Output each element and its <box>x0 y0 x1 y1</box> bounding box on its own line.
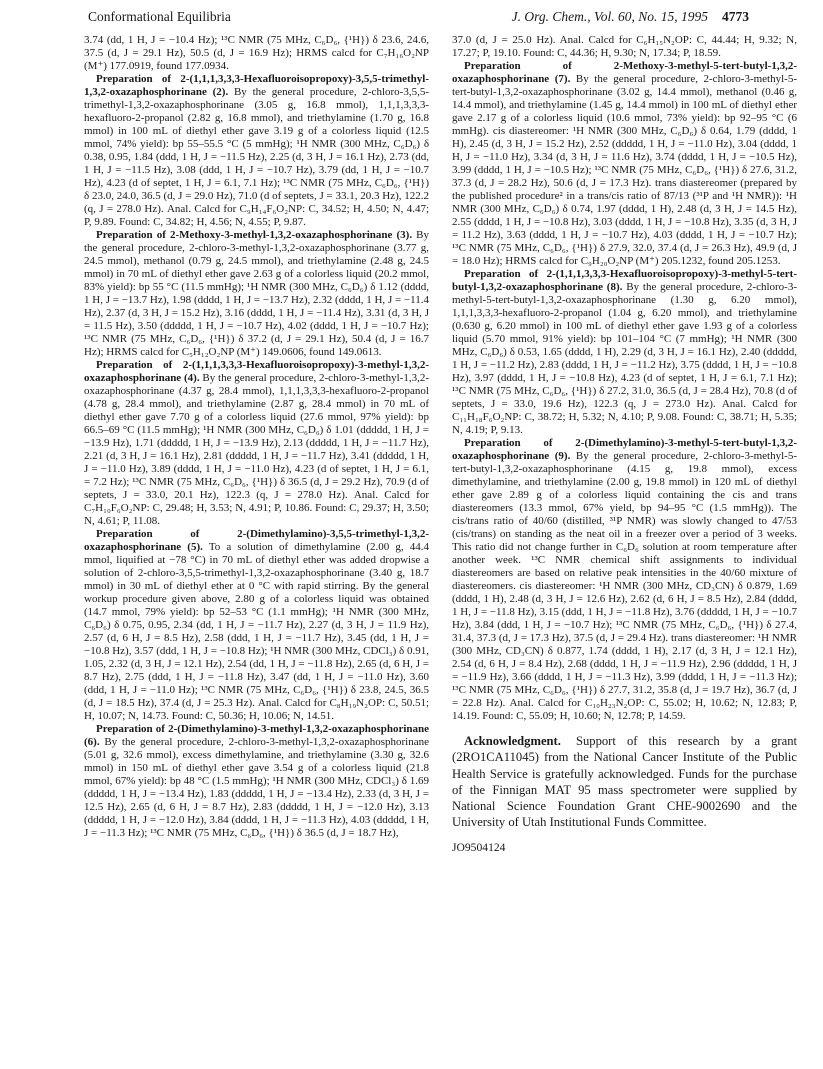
paragraph-heading: Preparation of 2-(1,1,1,3,3,3-Hexafluoroisopropoxy)-3-methyl-5-tert-butyl-1,3,2-oxazaphosphorinane (8). <box>452 268 797 293</box>
running-header-journal <box>512 9 749 25</box>
paragraph-heading: Preparation of 2-(Dimethylamino)-3,5,5-trimethyl-1,3,2-oxazaphosphorinane (5). <box>84 528 429 553</box>
paragraph <box>84 229 429 359</box>
paragraph-heading: Preparation of 2-Methoxy-3-methyl-1,3,2-oxazaphosphorinane (3). <box>96 229 413 241</box>
paragraph-heading: Preparation of 2-Methoxy-3-methyl-5-tert-butyl-1,3,2-oxazaphosphorinane (7). <box>452 60 797 85</box>
paragraph-text: By the general procedure, 2-chloro-3,5,5-trimethyl-1,3,2-oxazaphosphorinane (3.05 g, 16.8 mmol), 1,1,1,3,3,3-hexafluoro-2-propanol (2.82 g, 16.8 mmol), and triethylamine (1.70 g, 16.8 mmol) in 100 mL of diethyl ether gave 3.19 g of a colorless liquid (12.5 mmol, 74% yield): bp 55–55.5 °C (5 mmHg); ¹H NMR (300 MHz, C₆D₆) δ 0.38, 0.95, 1.84 (ddd, 1 H, J = −11.5 Hz), 2.25 (d, 3 H, J = 16.1 Hz), 2.73 (dd, 1 H, J = −11.5 Hz), 3.08 (ddd, 1 H, J = −10.7 Hz), 3.79 (dd, 1 H, J = −10.7 Hz), 4.23 (d of septet, 1 H, J = 6.1, 7.1 Hz); ¹³C NMR (75 MHz, C₆D₆, {¹H}) δ 23.0, 24.0, 36.5 (d, J = 29.0 Hz), 71.0 (d of septets, J = 33.1, 20.3 Hz), 122.2 (q, J = 278.0 Hz). Anal. Calcd for C₉H₁₄F₆O₂NP: C, 34.52; H, 4.50; N, 4.47; P, 9.89. Found: C, 34.82; H, 4.56; N, 4.55; P, 9.87. <box>84 86 429 228</box>
page-number: 4773 <box>722 9 749 24</box>
paragraph <box>452 34 797 60</box>
paragraph-text: By the general procedure, 2-chloro-3-methyl-5-tert-butyl-1,3,2-oxazaphosphorinane (4.15 g, 19.8 mmol), excess dimethylamine, and triethylamine (2.00 g, 19.8 mmol) in 120 mL of diethyl ether gave 2.89 g of a colorless liquid containing the cis and trans diastereomers (13.3 mmol, 67% yield, bp 94–95 °C (1.5 mmHg)). The cis/trans ratio of 40/60 (distilled, ³¹P NMR) was slowly changed to 47/53 (cis/trans) on standing as the neat oil in a freezer over a period of 3 weeks. This ratio did not change further in C₆D₆ solution at room temperature after another week. ¹³C NMR chemical shift assignments to individual diastereomers are based on relative peak intensities in the 40/60 mixture of diastereomers. cis diastereomer: ¹H NMR (300 MHz, CD₃CN) δ 0.879, 1.69 (dddd, 1 H), 2.48 (d, 3 H, J = 12.6 Hz), 2.62 (d, 6 H, J = 8.5 Hz), 2.84 (dddd, 1 H, J = −11.8 Hz), 3.15 (ddd, 1 H, J = −11.8 Hz), 3.76 (ddddd, 1 H, J = −10.7 Hz), 3.84 (ddd, 1 H, J = −10.7 Hz); ¹³C NMR (75 MHz, C₆D₆, {¹H}) δ 27.4, 31.4, 37.3 (d, J = 17.3 Hz), 37.5 (d, J = 29.4 Hz). trans diastereomer: ¹H NMR (300 MHz, CD₃CN) δ 0.877, 1.74 (dddd, 1 H), 2.17 (d, 3 H, J = 12.1 Hz), 2.54 (d, 6 H, J = 8.4 Hz), 2.68 (dddd, 1 H, J = −11.9 Hz), 2.96 (ddddd, 1 H, J = −11.9 Hz), 3.66 (dddd, 1 H, J = −11.3 Hz), 3.99 (dddd, 1 H, J = −11.3 Hz); ¹³C NMR (75 MHz, C₆D₆, {¹H}) δ 27.7, 31.2, 35.8 (d, J = 19.7 Hz), 36.7 (d, J = 22.8 Hz). Anal. Calcd for C₁₀H₂₃N₂OP: C, 55.02; H, 10.62; N, 12.83; P, 14.19. Found: C, 55.09; H, 10.60; N, 12.78; P, 14.59. <box>452 450 797 722</box>
paragraph-text: 37.0 (d, J = 25.0 Hz). Anal. Calcd for C₆H₁₅N₂OP: C, 44.44; H, 9.32; N, 17.27; P, 19.10. Found: C, 44.36; H, 9.30; N, 17.34; P, 18.59. <box>452 34 797 59</box>
acknowledgment <box>452 733 797 831</box>
paragraph-heading: Preparation of 2-(1,1,1,3,3,3-Hexafluoroisopropoxy)-3,5,5-trimethyl-1,3,2-oxazaphosphorinane (2). <box>84 73 429 98</box>
paragraph <box>84 73 429 229</box>
left-column <box>84 34 429 840</box>
acknowledgment-heading: Acknowledgment. <box>464 734 561 748</box>
paragraph <box>452 437 797 723</box>
paragraph-heading: Preparation of 2-(1,1,1,3,3,3-Hexafluoroisopropoxy)-3-methyl-1,3,2-oxazaphosphorinane (4). <box>84 359 429 384</box>
journal-citation: J. Org. Chem., Vol. 60, No. 15, 1995 <box>511 9 708 24</box>
acknowledgment-text: Support of this research by a grant (2RO1CA11045) from the National Cancer Institute of the Public Health Service is gratefully acknowledged. Funds for the purchase of the Finnigan MAT 95 mass spectrometer were supplied by National Science Foundation Grant CHE-9002690 and the University of Utah Institutional Funds Committee. <box>452 734 797 830</box>
paragraph-text: By the general procedure, 2-chloro-3-methyl-1,3,2-oxazaphosphorinane (4.37 g, 28.4 mmol), 1,1,1,3,3,3-hexafluoro-2-propanol (4.78 g, 28.4 mmol), and triethylamine (2.87 g, 28.4 mmol) in 70 mL of diethyl ether gave 7.70 g of a colorless liquid (27.6 mmol, 97% yield): bp 66.5–69 °C (11.5 mmHg); ¹H NMR (300 MHz, C₆D₆) δ 1.01 (ddddd, 1 H, J = −13.9 Hz), 1.71 (ddddd, 1 H, J = −13.9 Hz), 2.13 (ddddd, 1 H, J = −11.7 Hz), 2.21 (d, 3 H, J = 16.1 Hz), 2.81 (ddddd, 1 H, J = −11.7 Hz), 3.41 (ddddd, 1 H, J = −11.0 Hz), 3.89 (dddd, 1 H, J = −11.0 Hz), 4.23 (d of septet, 1 H, J = 6.1, = 7.2 Hz); ¹³C NMR (75 MHz, C₆D₆, {¹H}) δ 36.5 (d, J = 29.2 Hz), 70.9 (d of septets, J = 33.0, 20.1 Hz), 122.3 (q, J = 278.0 Hz). Anal. Calcd for C₇H₁₀F₆O₂NP: C, 29.48; H, 3.53; N, 4.91; P, 10.86. Found: C, 29.37; H, 3.50; N, 4.61; P, 11.08. <box>84 372 429 527</box>
paragraph <box>452 268 797 437</box>
manuscript-id: JO9504124 <box>452 840 506 854</box>
right-column <box>452 34 797 854</box>
paragraph-text: To a solution of dimethylamine (2.00 g, 44.4 mmol, liquified at −78 °C) in 70 mL of diethyl ether was added dropwise a solution of 2-chloro-3,5,5-trimethyl-1,3,2-oxazaphosphorinane (3.40 g, 18.7 mmol) in 30 mL of diethyl ether at 0 °C with rapid stirring. By the general workup procedure given above, 2.80 g of a colorless liquid was obtained (14.7 mmol, 79% yield): bp 52–53 °C (1.1 mmHg); ¹H NMR (300 MHz, C₆D₆) δ 0.75, 0.95, 2.34 (dd, 1 H, J = −11.7 Hz), 2.27 (d, 3 H, J = 11.9 Hz), 2.57 (d, 6 H, J = 8.5 Hz), 2.58 (ddd, 1 H, J = −11.7 Hz), 3.45 (dd, 1 H, J = −10.8 Hz), 3.57 (ddd, 1 H, J = −10.8 Hz); ¹H NMR (300 MHz, CDCl₃) δ 0.91, 1.05, 2.32 (d, 3 H, J = 12.1 Hz), 2.54 (dd, 1 H, J = −11.8 Hz), 2.65 (d, 6 H, J = 8.7 Hz), 2.75 (ddd, 1 H, J = −11.8 Hz), 3.47 (dd, 1 H, J = −11.0 Hz), 3.60 (ddd, 1 H, J = −11.0 Hz); ¹³C NMR (75 MHz, C₆D₆, {¹H}) δ 23.8, 24.5, 36.5 (d, J = 18.5 Hz), 37.4 (d, J = 25.3 Hz). Anal. Calcd for C₈H₁₉N₂OP: C, 50.51; H, 10.07; N, 14.73. Found: C, 50.36; H, 10.06; N, 14.51. <box>84 541 429 722</box>
paragraph-text: 3.74 (dd, 1 H, J = −10.4 Hz); ¹³C NMR (75 MHz, C₆D₆, {¹H}) δ 23.6, 24.6, 37.5 (d, J = 29.1 Hz), 50.5 (d, J = 16.9 Hz); HRMS calcd for C₇H₁₆O₂NP (M⁺) 177.0919, found 177.0934. <box>84 34 429 72</box>
paragraph-text: By the general procedure, 2-chloro-3-methyl-5-tert-butyl-1,3,2-oxazaphosphorinane (3.02 g, 14.4 mmol), methanol (0.46 g, 14.4 mmol), and triethylamine (1.45 g, 14.4 mmol) in 100 mL of diethyl ether gave 2.17 g of a colorless liquid (10.6 mmol, 73% yield): bp 92–95 °C (6 mmHg). cis diastereomer: ¹H NMR (300 MHz, C₆D₆) δ 0.64, 1.79 (dddd, 1 H), 2.45 (d, 3 H, J = 15.2 Hz), 2.52 (ddddd, 1 H, J = −11.0 Hz), 3.04 (dddd, 1 H, J = −11.0 Hz), 3.34 (d, 3 H, J = 11.6 Hz), 3.74 (dddd, 1 H, J = −10.5 Hz), 3.99 (dddd, 1 H, J = −10.5 Hz); ¹³C NMR (75 MHz, C₆D₆, {¹H}) δ 27.6, 31.2, 37.3 (d, J = 28.2 Hz), 50.6 (d, J = 17.3 Hz). trans diastereomer (prepared by the published procedure² in a trans/cis ratio of 87/13 (³¹P and ¹H NMR)): ¹H NMR (300 MHz, C₆D₆) δ 0.74, 1.97 (dddd, 1 H), 2.48 (d, 3 H, J = 14.5 Hz), 2.55 (dddd, 1 H, J = −10.8 Hz), 3.03 (dddd, 1 H, J = −10.8 Hz), 3.35 (d, 3 H, J = 11.2 Hz), 3.63 (dddd, 1 H, J = −10.7 Hz), 4.03 (dddd, 1 H, J = −10.7 Hz); ¹³C NMR (75 MHz, C₆D₆, {¹H}) δ 27.9, 32.0, 37.4 (d, J = 26.3 Hz), 49.9 (d, J = 18.0 Hz); HRMS calcd for C₉H₂₀O₂NP (M⁺) 205.1232, found 205.1253. <box>452 73 797 267</box>
paragraph-text: By the general procedure, 2-chloro-3-methyl-5-tert-butyl-1,3,2-oxazaphosphorinane (1.30 g, 6.20 mmol), 1,1,1,3,3,3-hexafluoro-2-propanol (1.04 g, 6.20 mmol), and triethylamine (0.630 g, 6.20 mmol) in 100 mL of diethyl ether gave 1.93 g of a colorless liquid (5.70 mmol, 91% yield): bp 101–104 °C (7 mmHg); ¹H NMR (300 MHz, C₆D₆) δ 0.53, 1.65 (dddd, 1 H), 2.29 (d, 3 H, J = 16.1 Hz), 2.40 (ddddd, 1 H, J = −11.2 Hz), 2.83 (dddd, 1 H, J = −11.2 Hz), 3.75 (dddd, 1 H, J = −10.8 Hz), 3.97 (dddd, 1 H, J = −10.8 Hz), 4.23 (d of septet, 1 H, J = 6.1, 7.1 Hz); ¹³C NMR (75 MHz, C₆D₆, {¹H}) δ 27.2, 31.0, 36.5 (d, J = 28.4 Hz), 70.8 (d of septets, J = 33.0, 19.6 Hz), 122.3 (q, J = 273.0 Hz). Anal. Calcd for C₁₁H₁₈F₆O₂NP: C, 38.72; H, 5.32; N, 4.10; P, 9.08. Found: C, 38.71; H, 5.35; N, 4.19; P, 9.13. <box>452 281 798 436</box>
paragraph <box>452 60 797 268</box>
paragraph <box>84 528 429 723</box>
paragraph-heading: Preparation of 2-(Dimethylamino)-3-methyl-5-tert-butyl-1,3,2-oxazaphosphorinane (9). <box>452 437 797 462</box>
paragraph-heading: Preparation of 2-(Dimethylamino)-3-methyl-1,3,2-oxazaphosphorinane (6). <box>84 723 429 748</box>
paragraph <box>84 723 429 840</box>
paragraph <box>84 34 429 73</box>
paragraph-text: By the general procedure, 2-chloro-3-methyl-1,3,2-oxazaphosphorinane (5.01 g, 32.6 mmol), excess dimethylamine, and triethylamine (3.30 g, 32.6 mmol) in 150 mL of diethyl ether gave 3.54 g of a colorless liquid (21.8 mmol, 67% yield): bp 48 °C (1.5 mmHg); ¹H NMR (300 MHz, CDCl₃) δ 1.69 (ddddd, 1 H, J = −13.4 Hz), 1.83 (ddddd, 1 H, J = −13.4 Hz), 2.33 (d, 3 H, J = 12.5 Hz), 2.65 (d, 6 H, J = 8.7 Hz), 2.83 (ddddd, 1 H, J = −12.0 Hz), 3.13 (ddddd, 1 H, J = −12.0 Hz), 3.84 (dddd, 1 H, J = −11.3 Hz), 4.03 (ddddd, 1 H, J = −11.3 Hz); ¹³C NMR (75 MHz, C₆D₆, {¹H}) δ 36.5 (d, J = 18.7 Hz), <box>84 736 429 839</box>
paragraph <box>84 359 429 528</box>
paragraph-text: By the general procedure, 2-chloro-3-methyl-1,3,2-oxazaphosphorinane (3.77 g, 24.5 mmol), methanol (0.79 g, 24.5 mmol), and triethylamine (2.48 g, 24.5 mmol) in 70 mL of diethyl ether gave 2.63 g of a colorless liquid (20.2 mmol, 83% yield): bp 55 °C (11.5 mmHg); ¹H NMR (300 MHz, C₆D₆) δ 1.12 (dddd, 1 H, J = −13.7 Hz), 1.98 (dddd, 1 H, J = −13.7 Hz), 2.32 (dddd, 1 H, J = −11.4 Hz), 2.37 (d, 3 H, J = 15.2 Hz), 3.16 (dddd, 1 H, J = −11.4 Hz), 3.31 (d, 3 H, J = 11.5 Hz), 3.50 (ddddd, 1 H, J = −10.7 Hz), 4.02 (dddd, 1 H, J = −10.7 Hz); ¹³C NMR (75 MHz, C₆D₆, {¹H}) δ 37.2 (d, J = 29.1 Hz), 50.4 (d, J = 16.7 Hz); HRMS calcd for C₅H₁₂O₂NP (M⁺) 149.0606, found 149.0613. <box>84 229 430 358</box>
running-header-section: Conformational Equilibria <box>88 9 231 24</box>
